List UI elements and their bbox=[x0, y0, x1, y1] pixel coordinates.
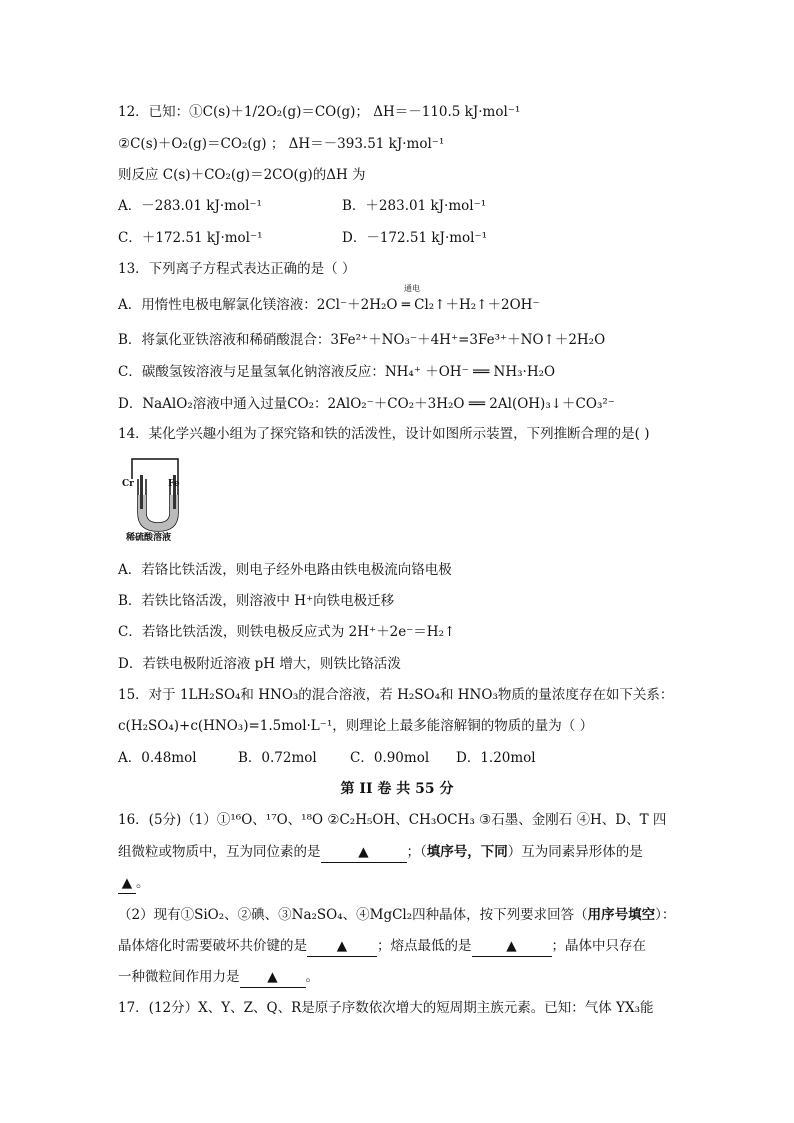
q16-line4 bbox=[118, 905, 675, 925]
solution-label: 稀硫酸溶液 bbox=[126, 533, 172, 543]
q16-text: 。 bbox=[136, 875, 150, 891]
q15-line1: 15．对于 1LH₂SO₄和 HNO₃的混合溶液，若 H₂SO₄和 HNO₃物质的量浓度存在如下关系： bbox=[118, 687, 674, 703]
q16-line2 bbox=[118, 842, 643, 863]
q16-line3 bbox=[118, 873, 150, 894]
q17-line1: 17．(12分）X、Y、Z、Q、R是原子序数依次增大的短周期主族元素。已知：气体 YX₃能 bbox=[118, 1000, 654, 1016]
q16-part2-instruction: 用序号填空 bbox=[587, 907, 656, 923]
answer-blank[interactable]: ▲ bbox=[240, 967, 306, 988]
q12-option-c: C．＋172.51 kJ·mol⁻¹ bbox=[118, 230, 263, 246]
q12-line2: ②C(s)＋O₂(g)＝CO₂(g) ； ΔH＝－393.51 kJ·mol⁻¹ bbox=[118, 136, 445, 152]
q15-option-c: C．0.90mol bbox=[350, 750, 430, 766]
q14-option-a: A．若铬比铁活泼，则电子经外电路由铁电极流向铬电极 bbox=[118, 562, 452, 578]
q13-option-c: C．碳酸氢铵溶液与足量氢氧化钠溶液反应：NH₄⁺ ＋OH⁻ ══ NH₃·H₂O bbox=[118, 364, 556, 380]
q12-line3: 则反应 C(s)＋CO₂(g)＝2CO(g)的ΔH 为 bbox=[118, 167, 366, 183]
q13-option-a: A．用惰性电极电解氯化镁溶液：2Cl⁻＋2H₂O ═ Cl₂↑＋H₂↑＋2OH⁻ bbox=[118, 297, 540, 313]
q16-part2-text: （2）现有①SiO₂、②碘、③Na₂SO₄、④MgCl₂四种晶体，按下列要求回答（ bbox=[118, 907, 588, 923]
q16-text-allotropes: ）互为同素异形体的是 bbox=[507, 844, 643, 860]
q16-text: 一种微粒间作用力是 bbox=[118, 969, 240, 985]
q14-option-d: D．若铁电极附近溶液 pH 增大，则铁比铬活泼 bbox=[118, 656, 401, 672]
q16-line5 bbox=[118, 936, 646, 957]
q14-option-c: C．若铬比铁活泼，则铁电极反应式为 2H⁺＋2e⁻＝H₂↑ bbox=[118, 624, 456, 640]
fe-electrode-label: Fe bbox=[168, 479, 180, 489]
q16-text: 。 bbox=[305, 969, 319, 985]
section-heading: 第 II 卷 共 55 分 bbox=[340, 781, 454, 797]
q15-option-b: B．0.72mol bbox=[238, 750, 317, 766]
answer-blank[interactable]: ▲ bbox=[307, 936, 377, 957]
q16-text: ；晶体中只存在 bbox=[551, 938, 646, 954]
q15-line2: c(H₂SO₄)+c(HNO₃)=1.5mol·L⁻¹，则理论上最多能溶解铜的物质的量为（ ） bbox=[118, 718, 594, 734]
answer-blank[interactable]: ▲ bbox=[321, 842, 407, 863]
q12-option-b: B．＋283.01 kJ·mol⁻¹ bbox=[342, 198, 487, 214]
q16-line6 bbox=[118, 967, 319, 988]
answer-blank[interactable]: ▲ bbox=[472, 936, 552, 957]
q12-option-a: A．－283.01 kJ·mol⁻¹ bbox=[118, 198, 262, 214]
q16-text: ；熔点最低的是 bbox=[377, 938, 472, 954]
q14-option-b: B．若铁比铬活泼，则溶液中 H⁺向铁电极迁移 bbox=[118, 593, 395, 609]
answer-blank[interactable]: ▲ bbox=[118, 873, 136, 894]
q12-option-d: D．－172.51 kJ·mol⁻¹ bbox=[342, 230, 488, 246]
cr-electrode-label: Cr bbox=[122, 479, 134, 489]
q16-text-isotopes: 组微粒或物质中，互为同位素的是 bbox=[118, 844, 321, 860]
q16-part2-text: ）： bbox=[655, 907, 676, 923]
q16-instruction: 填序号，下同 bbox=[426, 844, 508, 860]
q16-line1: 16．(5分)（1）①¹⁶O、¹⁷O、¹⁸O ②C₂H₅OH、CH₃OCH₃ ③石墨、金刚石 ④H、D、T 四 bbox=[118, 812, 667, 828]
q13-option-b: B．将氯化亚铁溶液和稀硝酸混合：3Fe²⁺＋NO₃⁻＋4H⁺=3Fe³⁺＋NO↑＋2H₂O bbox=[118, 332, 606, 348]
q13-stem: 13．下列离子方程式表达正确的是（ ） bbox=[118, 261, 356, 277]
q15-option-a: A．0.48mol bbox=[118, 750, 197, 766]
q16-text: ；（ bbox=[406, 844, 427, 860]
q13-option-a-condition: 通电 bbox=[404, 284, 420, 293]
q13-option-d: D．NaAlO₂溶液中通入过量CO₂：2AlO₂⁻＋CO₂＋3H₂O ══ 2Al(OH)₃↓＋CO₃²⁻ bbox=[118, 396, 615, 412]
q14-stem: 14．某化学兴趣小组为了探究铬和铁的活泼性，设计如图所示装置，下列推断合理的是( ) bbox=[118, 426, 650, 442]
q16-text: 晶体熔化时需要破坏共价键的是 bbox=[118, 938, 307, 954]
q15-option-d: D．1.20mol bbox=[456, 750, 536, 766]
q12-line1: 12．已知：①C(s)＋1/2O₂(g)＝CO(g)； ΔH＝－110.5 kJ·mol⁻¹ bbox=[118, 104, 521, 120]
electrochemical-cell-diagram bbox=[120, 455, 182, 545]
